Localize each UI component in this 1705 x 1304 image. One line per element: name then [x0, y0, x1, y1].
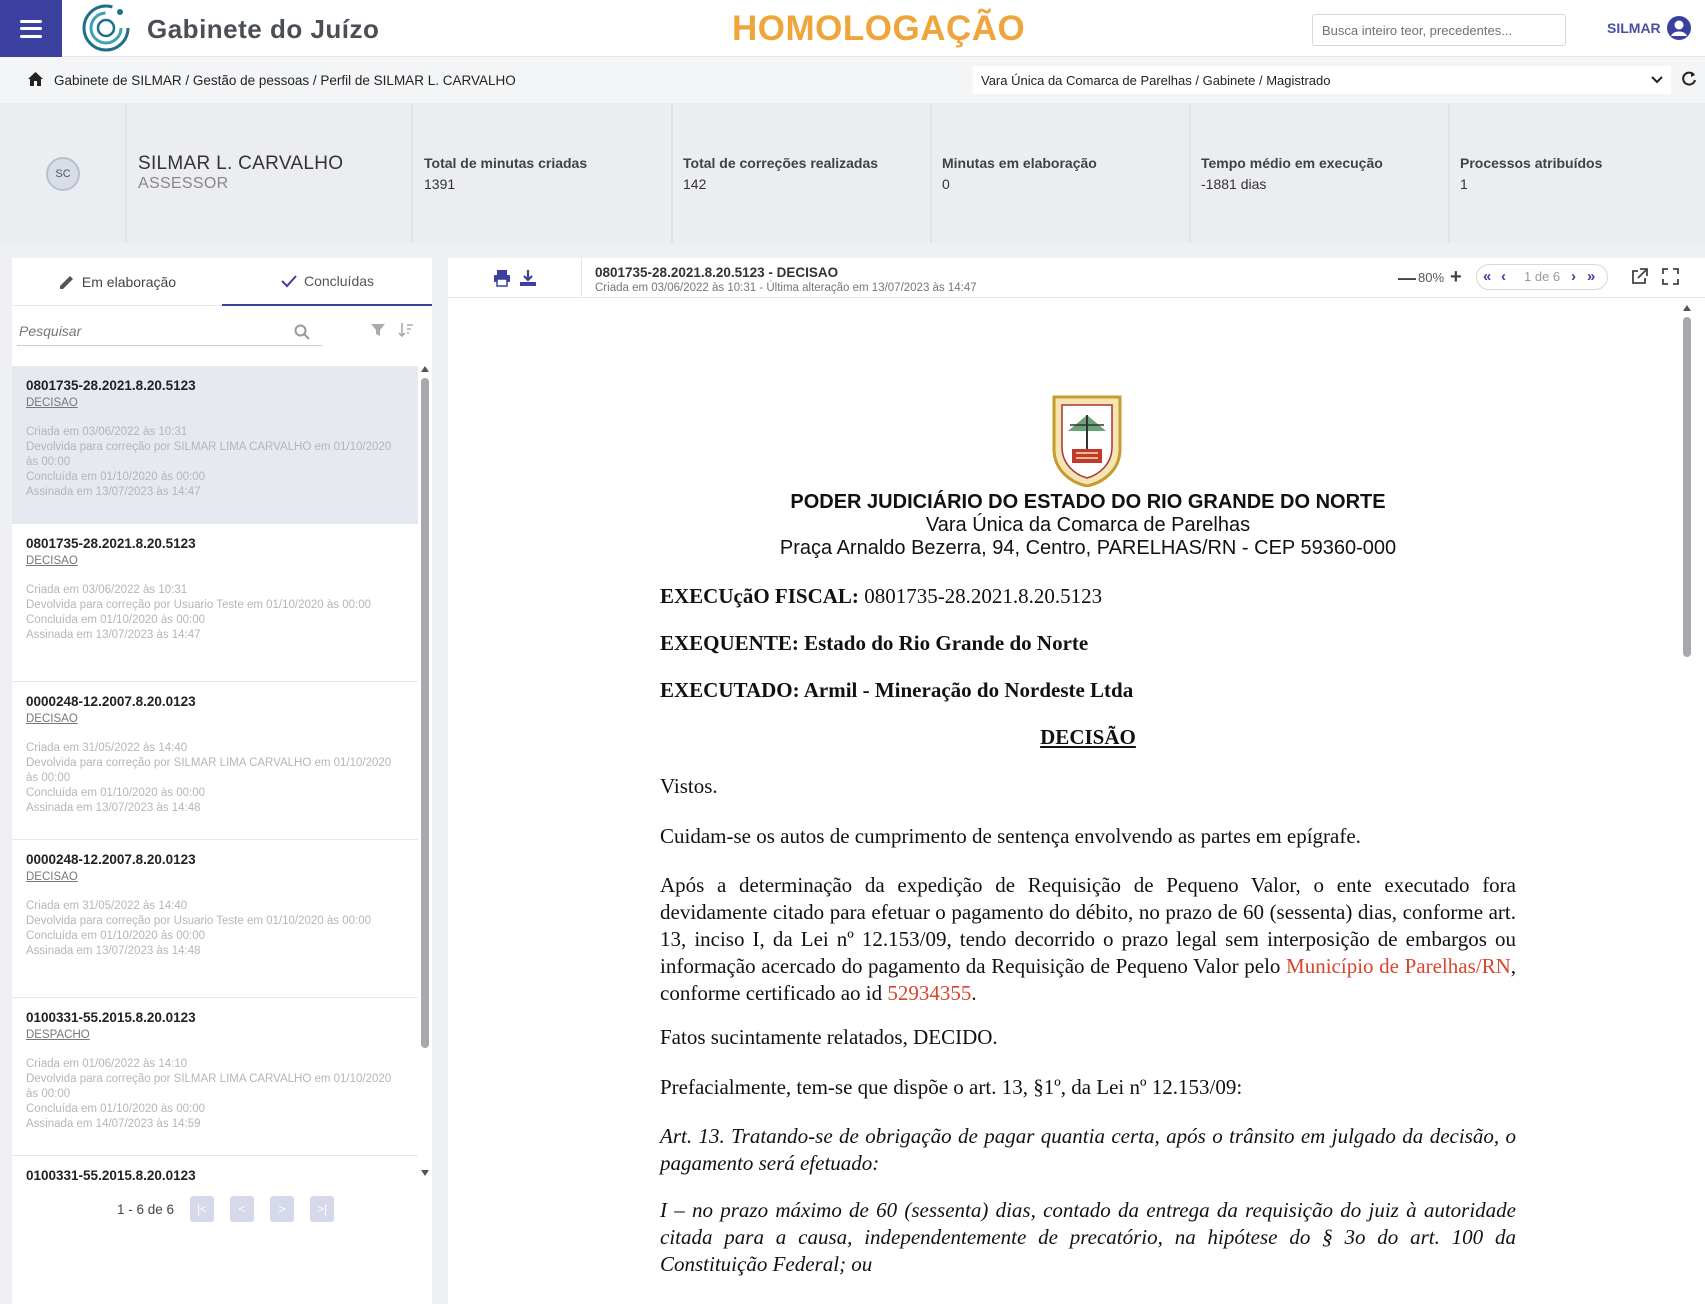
tabs: [12, 258, 432, 306]
item-meta: [26, 583, 404, 643]
next-page-icon: >: [278, 1202, 286, 1216]
court-emblem-icon: [1048, 391, 1126, 487]
tab-label: Em elaboração: [81, 274, 177, 290]
stat-label: Total de minutas criadas: [424, 155, 588, 171]
meta-line: Criada em 01/06/2022 às 14:10: [26, 1058, 188, 1070]
court-header: PODER JUDICIÁRIO DO ESTADO DO RIO GRANDE DO NORTE: [790, 491, 1386, 513]
home-icon[interactable]: [27, 71, 44, 87]
list-item[interactable]: [12, 366, 418, 524]
list-search: [17, 318, 322, 346]
stat-value: 1391: [424, 176, 456, 192]
meta-line: Devolvida para correção por SILMAR LIMA CARVALHO em 01/10/2020 às 00:00: [26, 1073, 392, 1100]
pencil-icon: [58, 273, 76, 291]
meta-line: Criada em 03/06/2022 às 10:31: [26, 426, 188, 438]
paragraph-inciso-i: I – no prazo máximo de 60 (sessenta) dias, contado da entrega da requisição do juiz à autoridade citada para a causa, independentemente de precatório, na hipótese do § 3o do art. 100 da Constituição Federal; ou: [660, 1198, 1516, 1276]
paragraph-vistos: Vistos.: [660, 774, 718, 798]
prev-page-icon[interactable]: ‹: [1501, 268, 1506, 285]
stat-value: 0: [942, 176, 950, 192]
list-item[interactable]: [12, 524, 418, 682]
decision-title: DECISÃO: [1040, 725, 1136, 749]
breadcrumb-bar: [0, 57, 1705, 103]
apos-text-1: Após a determinação da expedição de Requisição de Pequeno Valor, o ente executado fora devidamente citado para efetuar o pagamento do débito, no prazo de 60 (sessenta) dias, conforme art. 13, inciso I, da Lei nº 12.153/09, tendo decorrido o prazo legal sem interposição de embargos ou informação acercado do pagamento da Requisição de Pequeno Valor pelo: [660, 873, 1516, 978]
exequente-text: EXEQUENTE: Estado do Rio Grande do Norte: [660, 631, 1089, 655]
doc-type[interactable]: DESPACHO: [26, 1029, 90, 1041]
item-meta: [26, 899, 404, 959]
hamburger-icon: [20, 20, 42, 38]
scroll-up-arrow-icon[interactable]: [1683, 305, 1691, 311]
execucao-value: 0801735-28.2021.8.20.5123: [858, 584, 1103, 608]
meta-line: Criada em 31/05/2022 às 14:40: [26, 900, 188, 912]
menu-button[interactable]: [0, 0, 62, 57]
execucao-label: EXECUçãO FISCAL:: [660, 584, 859, 608]
tab-em-elaboracao[interactable]: [12, 258, 222, 306]
court-unit: Vara Única da Comarca de Parelhas: [925, 514, 1251, 536]
meta-line: Concluída em 01/10/2020 às 00:00: [26, 787, 206, 799]
list-item[interactable]: [12, 840, 418, 998]
apos-text-2: , conforme certificado ao id: [660, 954, 1516, 1005]
meta-line: Devolvida para correção por Usuario Teste em 01/10/2020 às 00:00: [26, 599, 371, 611]
app-title: Gabinete do Juízo: [147, 14, 380, 44]
app-logo: [80, 2, 132, 54]
meta-line: Concluída em 01/10/2020 às 00:00: [26, 614, 206, 626]
apos-text-3: .: [971, 981, 977, 1005]
doc-type[interactable]: DECISAO: [26, 555, 78, 567]
prev-page-button[interactable]: [230, 1196, 254, 1222]
paragraph-fatos: Fatos sucintamente relatados, DECIDO.: [660, 1025, 998, 1049]
document-viewer: [448, 258, 1705, 1304]
tab-label: Concluídas: [303, 273, 375, 289]
stat-value: -1881 dias: [1201, 176, 1267, 192]
top-bar: [0, 0, 1705, 57]
stat-minutas-criadas: [424, 155, 587, 192]
scroll-thumb[interactable]: [421, 378, 429, 1048]
refresh-icon[interactable]: [1680, 70, 1698, 88]
list-item[interactable]: [12, 682, 418, 840]
last-page-icon[interactable]: »: [1587, 268, 1596, 285]
execucao-line: [660, 583, 1516, 610]
paragraph-art13: Art. 13. Tratando-se de obrigação de pagar quantia certa, após o trânsito em julgado da decisão, o pagamento será efetuado:: [660, 1124, 1516, 1175]
meta-line: Assinada em 13/07/2023 às 14:48: [26, 802, 201, 814]
stat-label: Minutas em elaboração: [942, 155, 1097, 171]
id-link[interactable]: 52934355: [887, 981, 972, 1005]
paragraph-prefacialmente: Prefacialmente, tem-se que dispõe o art. 13, §1º, da Lei nº 12.153/09:: [660, 1075, 1243, 1099]
meta-line: Concluída em 01/10/2020 às 00:00: [26, 471, 206, 483]
process-number: 0100331-55.2015.8.20.0123: [26, 1010, 196, 1025]
global-search-input[interactable]: [1312, 14, 1566, 46]
stat-value: 142: [683, 176, 707, 192]
stat-label: Total de correções realizadas: [683, 155, 879, 171]
zoom-level: 80%: [1418, 270, 1445, 285]
sort-icon[interactable]: [398, 322, 414, 338]
decision-title-line: [660, 724, 1516, 751]
meta-line: Concluída em 01/10/2020 às 00:00: [26, 930, 206, 942]
scroll-up-arrow-icon[interactable]: [421, 366, 429, 372]
list-item[interactable]: [12, 1156, 418, 1182]
stat-minutas-elaboracao: [942, 155, 1097, 192]
meta-line: Devolvida para correção por Usuario Teste em 01/10/2020 às 00:00: [26, 915, 371, 927]
divider: [1448, 103, 1450, 243]
meta-line: Concluída em 01/10/2020 às 00:00: [26, 1103, 206, 1115]
process-number: 0801735-28.2021.8.20.5123: [26, 536, 196, 551]
zoom-in-button[interactable]: +: [1450, 266, 1462, 288]
executado-text: EXECUTADO: Armil - Mineração do Nordeste Ltda: [660, 678, 1134, 702]
divider: [581, 258, 582, 298]
environment-title: HOMOLOGAÇÃO: [732, 9, 1026, 48]
next-page-button[interactable]: [270, 1196, 294, 1222]
divider: [411, 103, 413, 243]
stat-tempo-medio: [1201, 155, 1383, 192]
profile-stats: [0, 103, 1705, 243]
scroll-down-arrow-icon[interactable]: [421, 1170, 429, 1176]
item-meta: [26, 1057, 404, 1132]
open-external-icon[interactable]: [1631, 268, 1648, 285]
list-scrollbar[interactable]: [420, 366, 430, 1178]
list-pagination: [12, 1188, 432, 1228]
avatar: SC: [46, 157, 80, 191]
paragraph-cuidam: Cuidam-se os autos de cumprimento de sentença envolvendo as partes em epígrafe.: [660, 824, 1361, 848]
process-number: 0801735-28.2021.8.20.5123: [26, 378, 196, 393]
unit-select-value: Vara Única da Comarca de Parelhas / Gabinete / Magistrado: [981, 72, 1331, 88]
next-page-icon[interactable]: ›: [1571, 268, 1576, 285]
divider: [930, 103, 932, 243]
meta-line: Criada em 31/05/2022 às 14:40: [26, 742, 188, 754]
document-title: 0801735-28.2021.8.20.5123 - DECISAO: [595, 265, 839, 280]
fullscreen-icon[interactable]: [1662, 268, 1679, 285]
tab-concluidas[interactable]: [222, 258, 432, 306]
check-icon: [280, 272, 298, 290]
minutas-panel: [12, 258, 432, 1304]
list-search-input[interactable]: [17, 318, 277, 344]
meta-line: Criada em 03/06/2022 às 10:31: [26, 584, 188, 596]
stat-correcoes: [683, 155, 878, 192]
profile-role: ASSESSOR: [138, 175, 229, 192]
user-avatar-icon[interactable]: [1666, 15, 1692, 41]
last-page-button[interactable]: [310, 1196, 334, 1222]
first-page-icon[interactable]: «: [1483, 268, 1492, 285]
list-item[interactable]: [12, 998, 418, 1156]
viewer-toolbar: [448, 258, 1705, 298]
chevron-down-icon: [1651, 76, 1663, 84]
page-navigator: [1476, 264, 1608, 290]
breadcrumb[interactable]: Gabinete de SILMAR / Gestão de pessoas / Perfil de SILMAR L. CARVALHO: [54, 73, 516, 88]
document-scrollbar[interactable]: [1681, 303, 1693, 1303]
stat-value: 1: [1460, 176, 1468, 192]
divider: [1189, 103, 1191, 243]
process-number: 0100331-55.2015.8.20.0123: [26, 1168, 196, 1182]
process-number: 0000248-12.2007.8.20.0123: [26, 852, 196, 867]
meta-line: Assinada em 13/07/2023 às 14:48: [26, 945, 201, 957]
document-page-area: [448, 299, 1705, 1304]
item-meta: [26, 741, 404, 816]
process-number: 0000248-12.2007.8.20.0123: [26, 694, 196, 709]
minutas-list: [12, 366, 418, 1182]
download-icon[interactable]: [519, 269, 537, 287]
document-subtitle: Criada em 03/06/2022 às 10:31 - Última alteração em 13/07/2023 às 14:47: [595, 282, 977, 294]
court-address: Praça Arnaldo Bezerra, 94, Centro, PARELHAS/RN - CEP 59360-000: [779, 537, 1397, 559]
doc-type[interactable]: DECISAO: [26, 397, 78, 409]
pagination-count: 1 - 6 de 6: [117, 1202, 175, 1217]
doc-type[interactable]: DECISAO: [26, 713, 78, 725]
scroll-thumb[interactable]: [1683, 317, 1691, 657]
zoom-out-button[interactable]: —: [1398, 268, 1416, 288]
municipio-link[interactable]: Município de Parelhas/RN: [1286, 954, 1511, 978]
first-page-icon: |<: [196, 1202, 208, 1216]
search-icon[interactable]: [294, 324, 310, 340]
page-indicator: 1 de 6: [1524, 269, 1561, 284]
print-icon[interactable]: [493, 269, 511, 287]
stat-processos: [1460, 155, 1602, 192]
user-name[interactable]: SILMAR: [1607, 20, 1661, 36]
meta-line: Assinada em 14/07/2023 às 14:59: [26, 1118, 201, 1130]
doc-type[interactable]: DECISAO: [26, 871, 78, 883]
stat-label: Processos atribuídos: [1460, 155, 1603, 171]
profile-name: SILMAR L. CARVALHO: [138, 153, 344, 174]
meta-line: Assinada em 13/07/2023 às 14:47: [26, 629, 201, 641]
filter-icon[interactable]: [370, 322, 386, 338]
paragraph-apos: [660, 872, 1516, 1007]
prev-page-icon: <: [238, 1202, 246, 1216]
executado-line: [660, 677, 1516, 704]
item-meta: [26, 425, 404, 500]
divider: [125, 103, 127, 243]
exequente-line: [660, 630, 1516, 657]
unit-select[interactable]: [973, 66, 1671, 94]
meta-line: Devolvida para correção por SILMAR LIMA CARVALHO em 01/10/2020 às 00:00: [26, 441, 392, 468]
meta-line: Assinada em 13/07/2023 às 14:47: [26, 486, 201, 498]
first-page-button[interactable]: [190, 1196, 214, 1222]
stat-label: Tempo médio em execução: [1201, 155, 1383, 171]
divider: [671, 103, 673, 243]
meta-line: Devolvida para correção por SILMAR LIMA CARVALHO em 01/10/2020 às 00:00: [26, 757, 392, 784]
last-page-icon: >|: [316, 1202, 328, 1216]
